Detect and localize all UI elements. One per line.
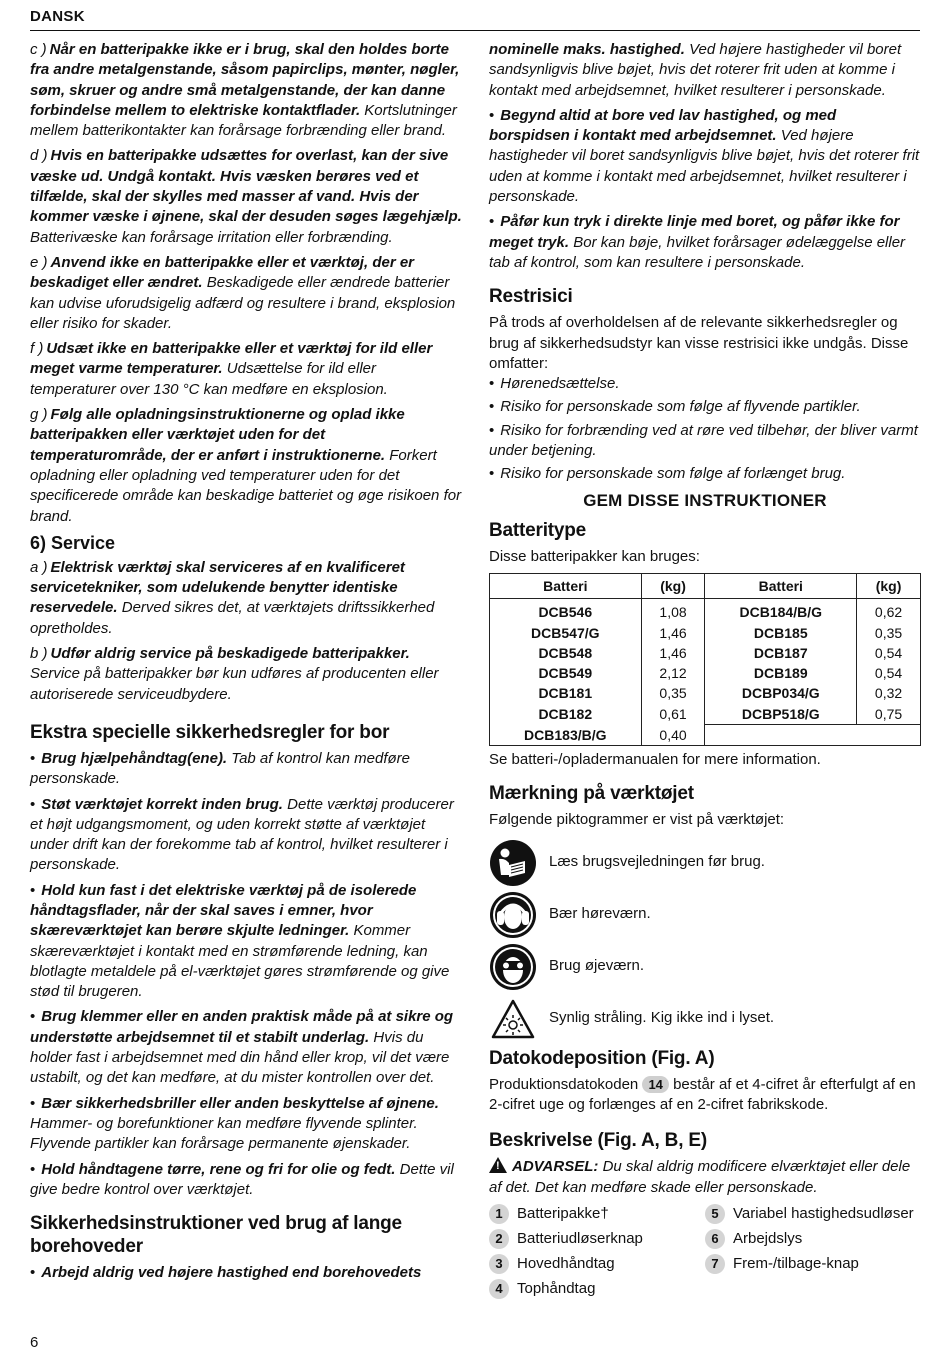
part-item	[705, 1229, 921, 1249]
part-item	[705, 1204, 921, 1224]
battery-model: DCB182	[490, 704, 642, 725]
restrisici-text: Risiko for personskade som følge af flyvende partikler.	[500, 398, 861, 416]
bullet-bold: Begynd altid at bore ved lav hastighed, og med borspidsen i kontakt med arbejdsemnet.	[489, 106, 837, 145]
bullet-dot: •	[489, 421, 495, 439]
pictogram-text: Læs brugsvejledningen før brug.	[549, 853, 765, 871]
restrisici-text: På trods af overholdelsen af de relevante sikkerhedsregler og brug af sikkerhedsudstyr kan visse restrisici ikke undgås. Disse omfatter:	[489, 314, 909, 372]
part-item	[489, 1254, 705, 1274]
bullet-text: Kommer skæreværktøjet i kontakt med en strømførende ledning, kan blotlagte metaldele på el-værktøjet gøres strømførende og give stød til brugeren.	[30, 922, 450, 1001]
ekstra-heading: Ekstra specielle sikkerhedsregler for bor	[30, 721, 390, 743]
battery-model: DCB185	[705, 623, 857, 643]
table-row	[490, 599, 921, 623]
bullet-item	[30, 1007, 464, 1088]
part-item	[489, 1279, 705, 1299]
table-row	[490, 643, 921, 663]
restrisici-item	[489, 397, 921, 417]
battery-model: DCB183/B/G	[490, 725, 642, 746]
bullet-bold: Brug hjælpehåndtag(ene).	[41, 749, 228, 767]
bullet-text: Hvis du holder fast i arbejdsemnet med din hånd eller krop, vil det være ustabilt, og det kan medføre, at du mister kontrollen over det.	[30, 1028, 450, 1087]
bullet-dot: •	[30, 1160, 36, 1178]
part-label: Frem-/tilbage-knap	[733, 1254, 859, 1272]
bullet-bold: Bær sikkerhedsbriller eller anden beskyttelse af øjnene.	[41, 1094, 439, 1112]
bullet-item	[489, 212, 921, 273]
bullet-dot: •	[489, 375, 495, 393]
battery-weight: 0,40	[641, 725, 705, 746]
parts-column-left	[489, 1204, 705, 1304]
rule-e: e ) Anvend ikke en batteripakke eller et værktøj, der er beskadiget eller ændret. Beskadigede eller ændrede batterier kan udvise uforudsigelig adfærd og resultere i brand, eksplosion eller risiko for skader.	[30, 253, 456, 332]
lange-bullet: • Arbejd aldrig ved højere hastighed end borehovedets	[30, 1264, 422, 1282]
bullet-text: Bor kan bøje, hvilket forårsager ødelæggelse eller tab af kontrol, som kan resultere i personskade.	[489, 233, 906, 271]
bullet-bold: Brug klemmer eller en anden praktisk måde på at sikre og understøtte arbejdsemnet til et stabilt underlag.	[30, 1008, 454, 1046]
maerkning-text: Følgende piktogrammer er vist på værktøjet:	[489, 811, 785, 829]
service-heading: 6) Service	[30, 532, 116, 553]
language-label: DANSK	[30, 8, 85, 25]
battery-model: DCB549	[490, 663, 642, 683]
bullet-bold: Hold håndtagene tørre, rene og fri for olie og fedt.	[41, 1160, 396, 1178]
bullet-text: Hammer- og borefunktioner kan medføre flyvende splinter. Flyvende partikler kan forårsage permanente øjenskader.	[30, 1114, 418, 1153]
battery-model: DCB184/B/G	[705, 599, 857, 623]
part-number-badge: 3	[489, 1254, 509, 1274]
gem-heading: GEM DISSE INSTRUKTIONER	[583, 490, 827, 510]
bullet-text: Dette vil give bedre kontrol over værktøjet.	[30, 1160, 454, 1198]
part-item	[489, 1204, 705, 1224]
part-number-badge: 4	[489, 1279, 509, 1299]
bullet-dot: •	[30, 795, 36, 813]
pictogram-row	[489, 889, 921, 941]
battery-table-header	[490, 574, 921, 599]
dato-text: Produktionsdatokoden 14 består af et 4-cifret år efterfulgt af en 2-cifret uge og forlænges af en 2-cifret fabrikskode.	[489, 1075, 916, 1113]
battery-model: DCB181	[490, 683, 642, 703]
pictogram-text: Synlig stråling. Kig ikke ind i lyset.	[549, 1009, 775, 1027]
batteritype-text: Disse batteripakker kan bruges:	[489, 547, 700, 565]
ear-protection-icon	[489, 891, 537, 939]
pictogram-row	[489, 941, 921, 993]
part-number-badge: 1	[489, 1204, 509, 1224]
col-header: Batteri	[490, 574, 642, 599]
battery-table	[489, 573, 921, 746]
battery-weight: 0,61	[641, 704, 705, 725]
bullet-text: Ved højere hastigheder vil boret sandsynligvis blive bøjet, hvis det roterer frit uden at komme i kontakt med arbejdsemnet, hvilket resulterer i personskade.	[489, 127, 920, 206]
radiation-warning-icon	[489, 995, 537, 1043]
bullet-bold: Støt værktøjet korrekt inden brug.	[41, 795, 283, 813]
part-number-badge: 7	[705, 1254, 725, 1274]
bullet-item	[30, 749, 464, 790]
part-label: Variabel hastighedsudløser	[733, 1204, 914, 1222]
bullet-dot: •	[30, 1008, 36, 1026]
lange-continuation: nominelle maks. hastighed. Ved højere hastigheder vil boret sandsynligvis blive bøjet, hvis det roterer frit uden at komme i kontakt med arbejdsemnet, hvilket resulterer i personskade.	[489, 41, 902, 99]
restrisici-text: Risiko for forbrænding ved at røre ved tilbehør, der bliver varmt under betjening.	[489, 421, 918, 460]
rule-f: f ) Udsæt ikke en batteripakke eller et værktøj for ild eller meget varme temperaturer. Udsættelse for ild eller temperaturer over 130 °C kan medføre en eksplosion.	[30, 340, 433, 398]
bullet-item	[30, 1094, 464, 1155]
bullet-text: Tab af kontrol kan medføre personskade.	[30, 749, 410, 788]
advarsel: ! ADVARSEL: Du skal aldrig modificere elværktøjet eller dele af det. Det kan medføre skade eller personskade.	[489, 1158, 911, 1196]
battery-model: DCB189	[705, 663, 857, 683]
col-header: (kg)	[857, 574, 921, 599]
part-item	[489, 1229, 705, 1249]
bullet-item	[489, 106, 921, 207]
table-row	[490, 683, 921, 703]
part-label: Batteriudløserknap	[517, 1229, 643, 1247]
part-label: Tophåndtag	[517, 1279, 596, 1297]
lange-bullet-list	[489, 106, 921, 273]
part-item	[705, 1254, 921, 1274]
bullet-text: Dette værktøj producerer et højt udgangsmoment, og uden korrekt støtte af værktøjet under drift kan der forekomme tab af kontrol, hvilket resulterer i personskade.	[30, 795, 454, 874]
bullet-dot: •	[489, 213, 495, 231]
battery-weight: 1,46	[641, 643, 705, 663]
battery-model	[705, 725, 857, 746]
part-label: Batteripakke†	[517, 1204, 609, 1222]
part-label: Hovedhåndtag	[517, 1254, 615, 1272]
restrisici-item	[489, 464, 921, 484]
batteritype-heading: Batteritype	[489, 519, 587, 541]
dato-heading: Datokodeposition (Fig. A)	[489, 1047, 715, 1069]
pictogram-row	[489, 837, 921, 889]
table-note: Se batteri-/opladermanualen for mere information.	[489, 751, 821, 769]
bullet-dot: •	[489, 465, 495, 483]
ekstra-bullet-list	[30, 749, 464, 1200]
read-manual-icon	[489, 839, 537, 887]
battery-weight: 0,75	[857, 704, 921, 725]
restrisici-text: Risiko for personskade som følge af forlænget brug.	[500, 465, 846, 483]
restrisici-text: Hørenedsættelse.	[500, 375, 620, 393]
rule-g: g ) Følg alle opladningsinstruktionerne og oplad ikke batteripakken eller værktøjet uden for det temperaturområde, der er anført i instruktionerne. Forkert opladning eller opladning ved temperaturer uden for det specificerede område kan beskadige batteriet og øge risikoen for brand.	[30, 406, 462, 525]
restrisici-list	[489, 374, 921, 484]
bullet-dot: •	[489, 106, 495, 124]
col-header: (kg)	[641, 574, 705, 599]
table-row	[490, 663, 921, 683]
table-row	[490, 725, 921, 746]
battery-model: DCB547/G	[490, 623, 642, 643]
lange-heading: Sikkerhedsinstruktioner ved brug af lange borehoveder	[30, 1213, 402, 1258]
eye-protection-icon	[489, 943, 537, 991]
battery-model: DCB187	[705, 643, 857, 663]
part-label: Arbejdslys	[733, 1229, 803, 1247]
right-column	[489, 40, 921, 1304]
bullet-bold: Påfør kun tryk i direkte linje med boret, og påfør ikke for meget tryk.	[489, 213, 900, 251]
battery-weight: 0,32	[857, 683, 921, 703]
bullet-dot: •	[30, 881, 36, 899]
warning-icon: !	[489, 1157, 507, 1173]
date-code-badge: 14	[642, 1076, 668, 1093]
battery-weight: 2,12	[641, 663, 705, 683]
battery-weight: 1,46	[641, 623, 705, 643]
rule-d: d ) Hvis en batteripakke udsættes for overlast, kan der sive væske ud. Undgå kontakt. Hvis væsken berøres ved et tilfælde, skal der skylles med masser af vand. Hvis der kommer væske i øjnene, skal der desuden søges lægehjælp. Batterivæske kan forårsage irritation eller forbrænding.	[30, 147, 462, 246]
table-row	[490, 704, 921, 725]
battery-weight: 1,08	[641, 599, 705, 623]
restrisici-item	[489, 374, 921, 394]
rule-c: c ) Når en batteripakke ikke er i brug, skal den holdes borte fra andre metalgenstande, såsom papirclips, mønter, nøgler, søm, skruer og andre små metalgenstande, der kan danne forbindelse mellem to elektriske kontaktflader. Kortslutninger mellem batterikontakter kan forårsage forbrænding eller brand.	[30, 41, 460, 140]
page-number: 6	[30, 1334, 39, 1351]
battery-model: DCBP518/G	[705, 704, 857, 725]
bullet-dot: •	[30, 1094, 36, 1112]
service-rule-b: b ) Udfør aldrig service på beskadigede batteripakker. Service på batteripakker bør kun udføres af producenten eller autoriserede serviceudbydere.	[30, 645, 439, 703]
left-column	[30, 40, 464, 1288]
battery-model: DCBP034/G	[705, 683, 857, 703]
battery-weight: 0,54	[857, 663, 921, 683]
battery-model: DCB546	[490, 599, 642, 623]
part-number-badge: 5	[705, 1204, 725, 1224]
battery-weight: 0,54	[857, 643, 921, 663]
pictogram-text: Brug øjeværn.	[549, 957, 645, 975]
beskrivelse-heading: Beskrivelse (Fig. A, B, E)	[489, 1130, 707, 1152]
col-header: Batteri	[705, 574, 857, 599]
maerkning-heading: Mærkning på værktøjet	[489, 783, 694, 805]
bullet-dot: •	[30, 749, 36, 767]
part-number-badge: 6	[705, 1229, 725, 1249]
parts-list	[489, 1204, 921, 1304]
battery-weight: 0,35	[857, 623, 921, 643]
pictogram-row	[489, 993, 921, 1045]
bullet-item	[30, 795, 464, 876]
bullet-item	[30, 881, 464, 1003]
battery-model: DCB548	[490, 643, 642, 663]
battery-weight	[857, 725, 921, 746]
bullet-bold: Hold kun fast i det elektriske værktøj på de isolerede håndtagsflader, når der skal saves i emner, hvor skæreværktøjet kan berøre skjulte ledninger.	[30, 881, 417, 940]
battery-weight: 0,62	[857, 599, 921, 623]
service-rule-a: a ) Elektrisk værktøj skal serviceres af en kvalificeret servicetekniker, som udelukende benytter identiske reservedele. Derved sikres det, at værktøjets driftssikkerhed opretholdes.	[30, 558, 435, 637]
battery-weight: 0,35	[641, 683, 705, 703]
page-header	[30, 8, 920, 31]
bullet-item	[30, 1160, 464, 1201]
pictogram-text: Bær høreværn.	[549, 905, 651, 923]
part-number-badge: 2	[489, 1229, 509, 1249]
table-row	[490, 623, 921, 643]
parts-column-right	[705, 1204, 921, 1304]
bullet-dot: •	[489, 398, 495, 416]
restrisici-heading: Restrisici	[489, 286, 573, 308]
restrisici-item	[489, 421, 921, 462]
